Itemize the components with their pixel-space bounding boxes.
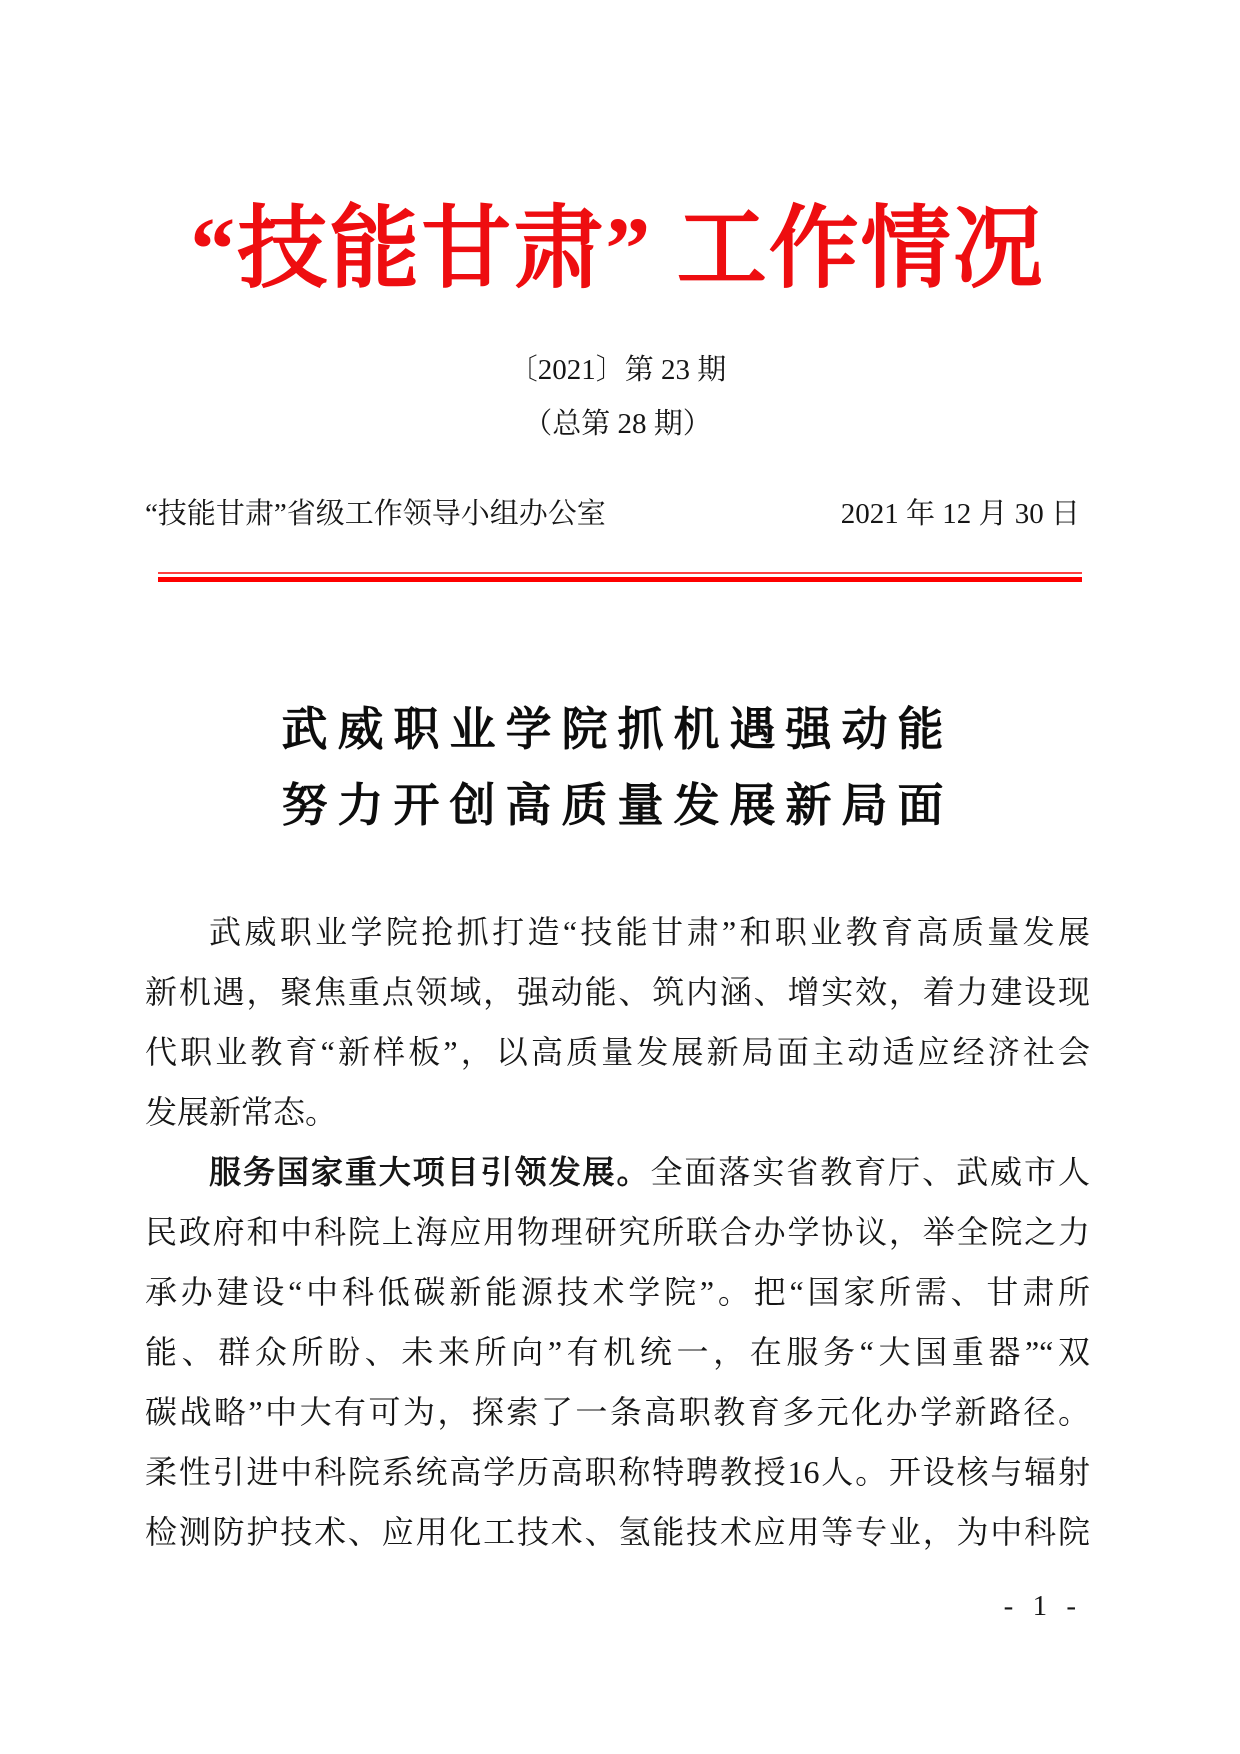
body-text-line: 新机遇，聚焦重点领域，强动能、筑内涵、增实效，着力建设现 <box>145 974 1090 1010</box>
body-text-line: 检测防护技术、应用化工技术、氢能技术应用等专业，为中科院 <box>145 1514 1090 1550</box>
article-title-line-1: 武威职业学院抓机遇强动能 <box>281 704 954 755</box>
issuing-office: “技能甘肃”省级工作领导小组办公室 <box>145 498 606 530</box>
separator-thin-line <box>158 572 1082 574</box>
article-title <box>145 692 1090 844</box>
separator-thick-line <box>158 577 1082 582</box>
issue-number: 〔2021〕第 23 期 <box>508 354 727 386</box>
body-text-line: 民政府和中科院上海应用物理研究所联合办学协议，举全院之力 <box>145 1214 1090 1250</box>
body-text-line: 发展新常态。 <box>145 1094 338 1130</box>
body-text-line: 代职业教育“新样板”，以高质量发展新局面主动适应经济社会 <box>145 1034 1090 1070</box>
red-separator-rule <box>158 572 1082 582</box>
byline-row <box>145 496 1090 532</box>
article-title-line-2: 努力开创高质量发展新局面 <box>281 780 954 831</box>
article-body <box>145 902 1090 1562</box>
body-text-line: 能、群众所盼、未来所向”有机统一，在服务“大国重器”“双 <box>145 1334 1090 1370</box>
cumulative-issue-number: （总第 28 期） <box>523 408 712 440</box>
body-text-line: 承办建设“中科低碳新能源技术学院”。把“国家所需、甘肃所 <box>145 1274 1090 1310</box>
body-text-line: 碳战略”中大有可为，探索了一条高职教育多元化办学新路径。 <box>145 1394 1090 1430</box>
doc-title: “技能甘肃” 工作情况 <box>190 200 1045 299</box>
paragraph-lead-bold: 服务国家重大项目引领发展。 <box>209 1154 651 1190</box>
body-text-line: 柔性引进中科院系统高学历高职称特聘教授16人。开设核与辐射 <box>145 1454 1090 1490</box>
body-text-line: 服务国家重大项目引领发展。全面落实省教育厅、武威市人 <box>209 1154 1090 1190</box>
body-text-line: 武威职业学院抢抓打造“技能甘肃”和职业教育高质量发展 <box>209 914 1090 950</box>
page-number: - 1 - <box>1003 1590 1082 1622</box>
issue-date: 2021 年 12 月 30 日 <box>840 498 1080 530</box>
